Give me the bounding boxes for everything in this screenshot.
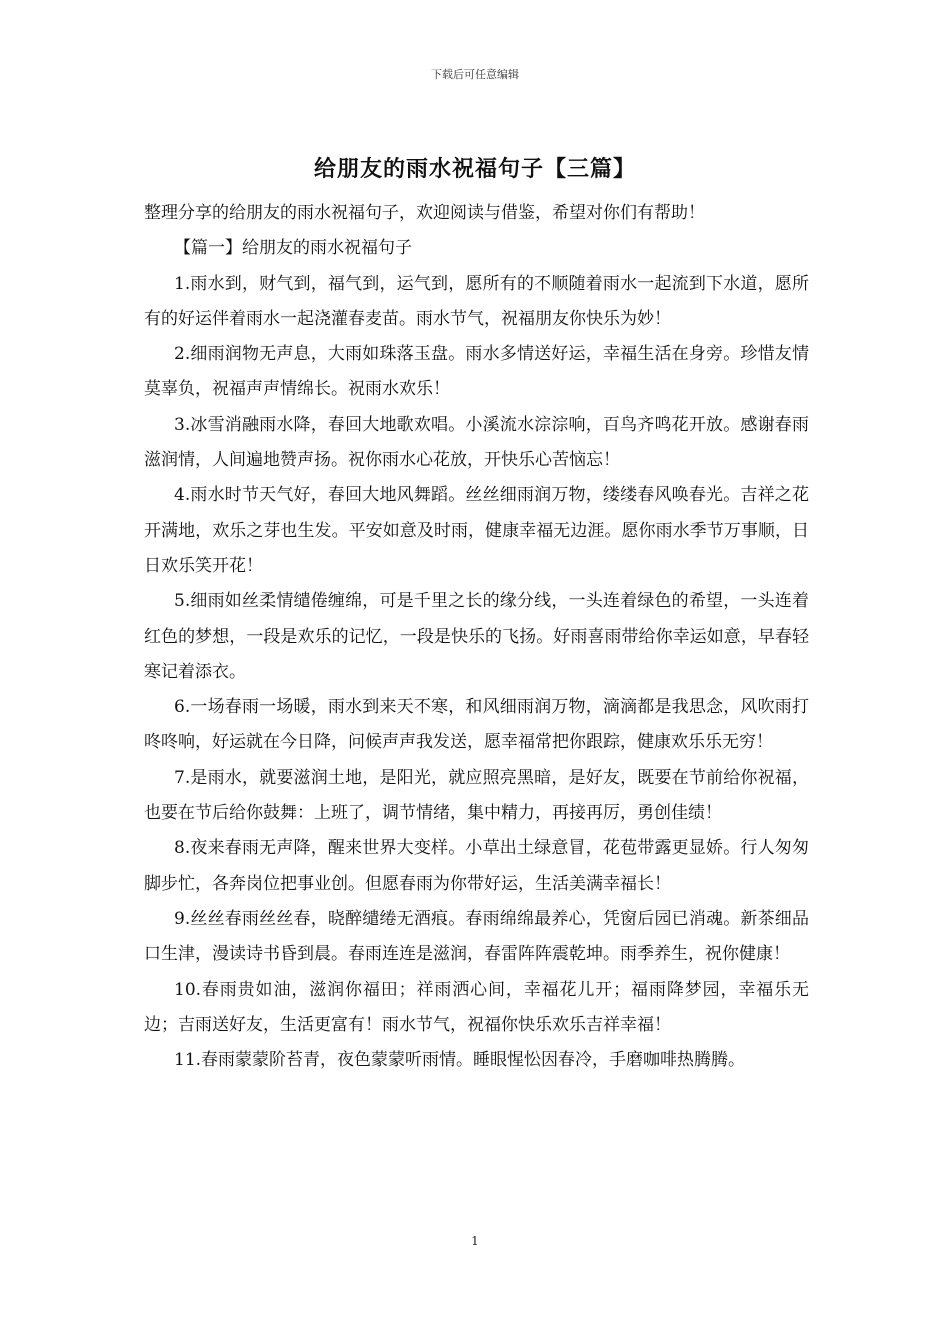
page-number: 1	[471, 1234, 479, 1248]
section-heading: 【篇一】给朋友的雨水祝福句子	[174, 238, 412, 259]
intro-paragraph: 整理分享的给朋友的雨水祝福句子，欢迎阅读与借鉴，希望对你们有帮助！	[144, 203, 705, 223]
blessing-item-10: 10.春雨贵如油，滋润你福田；祥雨洒心间，幸福花儿开；福雨降梦园，幸福乐无边；吉雨送好友，生活更富有！雨水节气，祝福你快乐欢乐吉祥幸福！	[144, 979, 809, 1035]
blessing-item-9: 9.丝丝春雨丝丝春，晓醉缱绻无酒痕。春雨绵绵最养心，凭窗后园已消魂。新茶细品口生津，漫读诗书昏到晨。春雨连连是滋润，春雷阵阵震乾坤。雨季养生，祝你健康！	[144, 908, 809, 965]
blessing-item-6: 6.一场春雨一场暖，雨水到来天不寒，和风细雨润万物，滴滴都是我思念，风吹雨打咚咚响，好运就在今日降，问候声声我发送，愿幸福常把你跟踪，健康欢乐乐无穷！	[144, 697, 809, 753]
blessing-item-11: 11.春雨蒙蒙阶苔青，夜色蒙蒙听雨情。睡眼惺忪因春冷，手磨咖啡热腾腾。	[174, 1050, 746, 1071]
blessing-item-2: 2.细雨润物无声息，大雨如珠落玉盘。雨水多情送好运，幸福生活在身旁。珍惜友情莫辜负，祝福声声情绵长。祝雨水欢乐！	[144, 344, 809, 400]
blessing-item-5: 5.细雨如丝柔情缱倦缠绵，可是千里之长的缘分线，一头连着绿色的希望，一头连着红色的梦想，一段是欢乐的记忆，一段是快乐的飞扬。好雨喜雨带给你幸运如意，早春轻寒记着添衣。	[144, 591, 809, 682]
document-body	[144, 196, 809, 1078]
blessing-item-3: 3.冰雪消融雨水降，春回大地歌欢唱。小溪流水淙淙响，百鸟齐鸣花开放。感谢春雨滋润情，人间遍地赞声扬。祝你雨水心花放，开快乐心苦恼忘！	[144, 414, 809, 471]
blessing-item-8: 8.夜来春雨无声降，醒来世界大变样。小草出土绿意冒，花苞带露更显娇。行人匆匆脚步忙，各奔岗位把事业创。但愿春雨为你带好运，生活美满幸福长！	[144, 838, 809, 894]
blessing-item-4: 4.雨水时节天气好，春回大地风舞蹈。丝丝细雨润万物，缕缕春风唤春光。吉祥之花开满地，欢乐之芽也生发。平安如意及时雨，健康幸福无边涯。愿你雨水季节万事顺，日日欢乐笑开花！	[144, 485, 809, 576]
document-title: 给朋友的雨水祝福句子【三篇】	[313, 156, 636, 182]
blessing-item-1: 1.雨水到，财气到，福气到，运气到，愿所有的不顺随着雨水一起流到下水道，愿所有的好运伴着雨水一起浇灌春麦苗。雨水节气，祝福朋友你快乐为妙！	[144, 273, 809, 329]
header-note: 下载后可任意编辑	[431, 68, 519, 81]
blessing-item-7: 7.是雨水，就要滋润土地，是阳光，就应照亮黑暗，是好友，既要在节前给你祝福，也要在节后给你鼓舞：上班了，调节情绪，集中精力，再接再厉，勇创佳绩！	[144, 767, 809, 824]
